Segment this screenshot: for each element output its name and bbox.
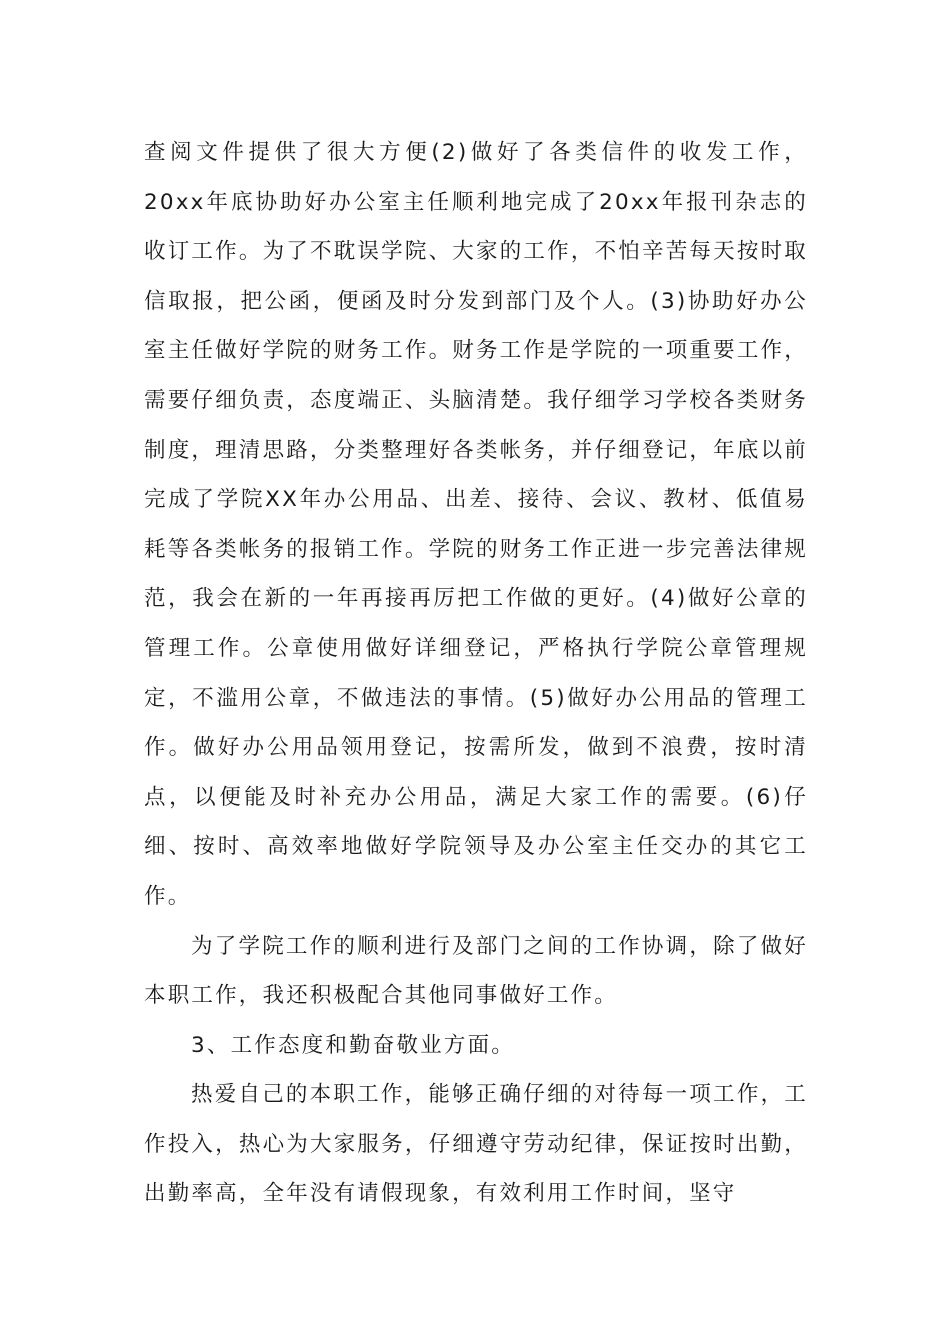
section-heading-work-attitude: 3、工作态度和勤奋敬业方面。 <box>191 1032 515 1058</box>
paragraph-work-attitude: 热爱自己的本职工作，能够正确仔细的对待每一项工作，工作投入，热心为大家服务，仔细遵守劳动纪律，保证按时出勤，出勤率高，全年没有请假现象，有效利用工作时间，坚守 <box>144 1082 808 1207</box>
paragraph-duties-list: 查阅文件提供了很大方便(2)做好了各类信件的收发工作，20xx年底协助好办公室主任顺利地完成了20xx年报刊杂志的收订工作。为了不耽误学院、大家的工作，不怕辛苦每天按时取信取报，把公函，便函及时分发到部门及个人。(3)协助好办公室主任做好学院的财务工作。财务工作是学院的一项重要工作，需要仔细负责，态度端正、头脑清楚。我仔细学习学校各类财务制度，理清思路，分类整理好各类帐务，并仔细登记，年底以前完成了学院XX年办公用品、出差、接待、会议、教材、低值易耗等各类帐务的报销工作。学院的财务工作正进一步完善法律规范，我会在新的一年再接再厉把工作做的更好。(4)做好公章的管理工作。公章使用做好详细登记，严格执行学院公章管理规定，不滥用公章，不做违法的事情。(5)做好办公用品的管理工作。做好办公用品领用登记，按需所发，做到不浪费，按时清点，以便能及时补充办公用品，满足大家工作的需要。(6)仔细、按时、高效率地做好学院领导及办公室主任交办的其它工作。 <box>144 140 808 909</box>
paragraph-coordination: 为了学院工作的顺利进行及部门之间的工作协调，除了做好本职工作，我还积极配合其他同事做好工作。 <box>144 933 808 1009</box>
document-body <box>144 128 808 1219</box>
